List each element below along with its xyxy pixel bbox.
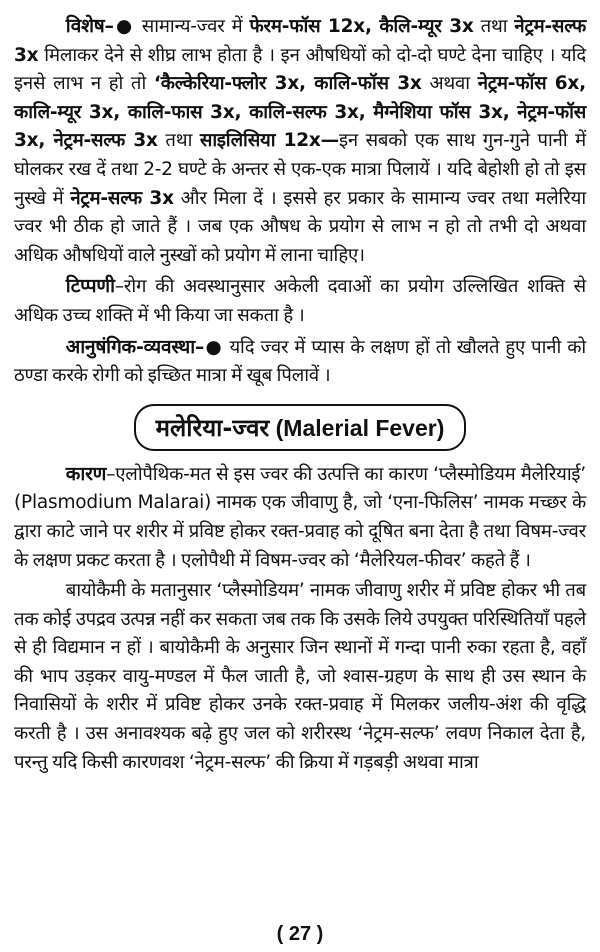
karan-paragraph [14,460,586,575]
vishesh-text-1: सामान्य-ज्वर में [141,16,250,37]
vishesh-text-5: तथा [157,130,200,152]
vishesh-text-4: अथवा [421,73,478,95]
tippani-paragraph [14,272,586,330]
anushangik-label: आनुषंगिक-व्यवस्था [65,335,195,358]
vishesh-text-2: तथा [473,16,515,37]
anushangik-paragraph [14,333,586,391]
remedy-natrum-sulph-addition: नेट्रम-सल्फ 3x [70,187,174,209]
section-heading-wrap [14,404,586,451]
karan-text: –एलोपैथिक-मत से इस ज्वर की उत्पत्ति का कारण ‘प्लैस्मोडियम मैलेरियाई’ (Plasmodium Malarai) नामक एक जीवाणु है, जो ‘एना-फिलिस’ नामक मच्छर के द्वारा काटे जाने पर शरीर में प्रविष्ट होकर रक्त-प्रवाह को दूषित बना देता है तथा विषम-ज्वर के लक्षण प्रकट करता है । एलोपैथी में विषम-ज्वर को ‘मैलेरियल-फीवर’ कहते हैं । [14,463,586,571]
vishesh-text-3: मिलाकर देने से शीघ्र लाभ होता है । इन औषधियों को दो-दो घण्टे देना चाहिए । यदि इनसे लाभ न हो तो [14,44,586,95]
remedy-natrum-sulph: नेट्रम-सल्फ 3x [14,16,587,66]
tippani-text: –रोग की अवस्थानुसार अकेली दवाओं का प्रयोग उल्लिखित शक्ति से अधिक उच्च शक्ति में भी किया जा सकता है । [14,276,586,326]
section-heading-english: (Malerial Fever) [269,414,445,441]
anushangik-text: यदि ज्वर में प्यास के लक्षण हों तो खौलते हुए पानी को ठण्डा करके रोगी को इच्छित मात्रा में खूब पिलावें । [14,336,586,387]
vishesh-text-6: इन सबको एक साथ गुन-गुने पानी में घोलकर रख दें तथा 2-2 घण्टे के अन्तर से एक-एक मात्रा पिलायें । यदि बेहोशी हो तो इस नुस्खे में [14,130,586,209]
remedy-combination-list: नेट्रम-फॉस 6x, कालि-म्यूर 3x, कालि-फास 3x, कालि-सल्फ 3x, मैग्नेशिया फॉस 3x, नेट्रम-फॉस 3x, नेट्रम-सल्फ 3x [14,73,586,152]
remedy-calc-fluor: ‘कैल्केरिया-फ्लोर 3x, कालि-फॉस 3x [153,73,422,95]
remedy-silicea: साइलिसिया 12x— [199,130,339,152]
remedy-ferrum-kali: फेरम-फॉस 12x, कैलि-म्यूर 3x [249,16,474,37]
karan-label: कारण [65,462,107,485]
section-heading [134,404,467,451]
bullet-marker: –● [195,336,230,358]
biochemistry-paragraph: बायोकैमी के मतानुसार ‘प्लैस्मोडियम’ नामक जीवाणु शरीर में प्रविष्ट होकर भी तब तक कोई उपद्रव उत्पन्न नहीं कर सकता जब तक कि उसके लिये उपयुक्त परिस्थितियाँ पहले से ही विद्यमान न हों । बायोकैमी के अनुसार जिन स्थानों में गन्दा पानी रुका रहता है, वहाँ की भाप उड़कर वायु-मण्डल में फैल जाती है, जो श्वास-ग्रहण के साथ ही उस स्थान के निवासियों के शरीर में प्रविष्ट होकर उनके रक्त-प्रवाह में मिलकर जलीय-अंश की वृद्धि करती है । उस अनावश्यक बढ़े हुए जल को शरीरस्थ ‘नेट्रम-सल्फ’ लवण निकाल देता है, परन्तु यदि किसी कारणवश ‘नेट्रम-सल्फ’ की क्रिया में गड़बड़ी अथवा मात्रा [14,580,586,773]
section-heading-hindi: मलेरिया-ज्वर [155,413,270,442]
vishesh-label: विशेष [65,15,105,37]
vishesh-paragraph [14,12,586,270]
vishesh-text-7: और मिला दें । इससे हर प्रकार के सामान्य ज्वर तथा मलेरिया ज्वर भी ठीक हो जाते हैं । जब एक औषध के प्रयोग से लाभ न हो तो तभी दो अथवा अधिक औषधियों वाले नुस्खों को प्रयोग में लाना चाहिए। [14,187,586,266]
page-number: ( 27 ) [276,923,324,945]
bullet-marker: –● [104,16,142,37]
tippani-label: टिप्पणी [65,275,115,298]
